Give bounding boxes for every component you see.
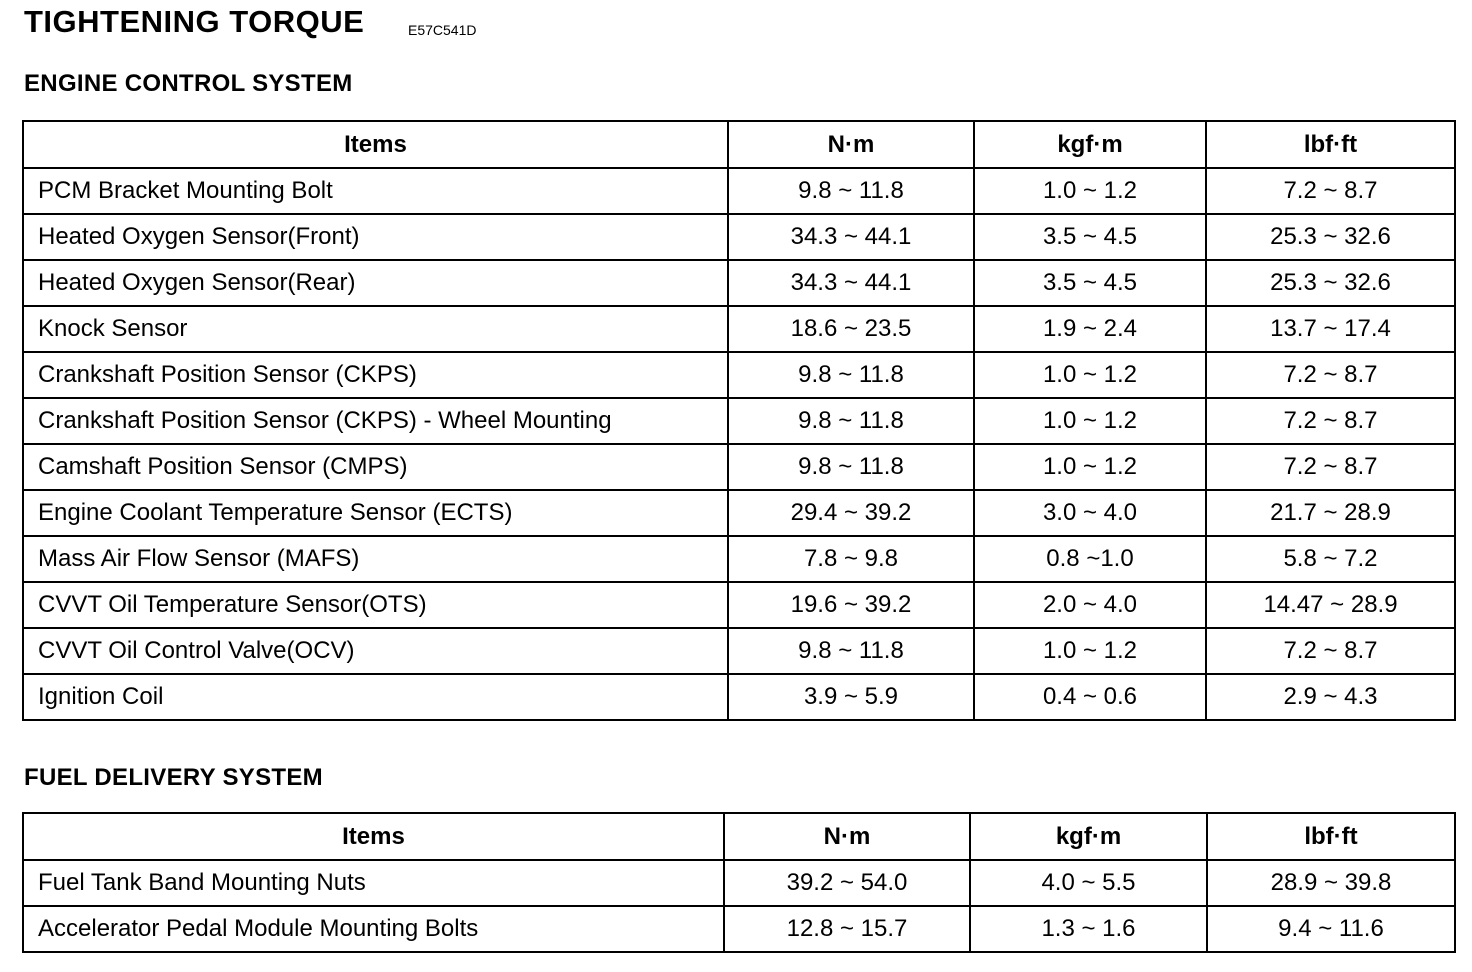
table-row bbox=[23, 260, 1455, 306]
fuel-delivery-torque-table bbox=[22, 812, 1456, 953]
table-row bbox=[23, 860, 1455, 906]
section-heading-fuel-delivery: FUEL DELIVERY SYSTEM bbox=[24, 764, 323, 791]
cell-kgf-meter: 1.0 ~ 1.2 bbox=[974, 352, 1206, 398]
cell-newton-meter: 9.8 ~ 11.8 bbox=[728, 168, 974, 214]
column-header-items: Items bbox=[23, 121, 728, 168]
cell-kgf-meter: 0.8 ~1.0 bbox=[974, 536, 1206, 582]
cell-item: Camshaft Position Sensor (CMPS) bbox=[23, 444, 728, 490]
column-header-kgf-meter: kgf·m bbox=[974, 121, 1206, 168]
cell-item: Knock Sensor bbox=[23, 306, 728, 352]
column-header-items: Items bbox=[23, 813, 724, 860]
cell-kgf-meter: 3.5 ~ 4.5 bbox=[974, 260, 1206, 306]
cell-item: CVVT Oil Temperature Sensor(OTS) bbox=[23, 582, 728, 628]
cell-newton-meter: 18.6 ~ 23.5 bbox=[728, 306, 974, 352]
cell-item: Fuel Tank Band Mounting Nuts bbox=[23, 860, 724, 906]
cell-newton-meter: 34.3 ~ 44.1 bbox=[728, 214, 974, 260]
cell-item: Accelerator Pedal Module Mounting Bolts bbox=[23, 906, 724, 952]
column-header-newton-meter: N·m bbox=[728, 121, 974, 168]
document-code: E57C541D bbox=[408, 22, 477, 38]
cell-lbf-feet: 9.4 ~ 11.6 bbox=[1207, 906, 1455, 952]
cell-item: Engine Coolant Temperature Sensor (ECTS) bbox=[23, 490, 728, 536]
table-row bbox=[23, 582, 1455, 628]
cell-item: Heated Oxygen Sensor(Rear) bbox=[23, 260, 728, 306]
cell-lbf-feet: 28.9 ~ 39.8 bbox=[1207, 860, 1455, 906]
cell-lbf-feet: 13.7 ~ 17.4 bbox=[1206, 306, 1455, 352]
cell-item: Heated Oxygen Sensor(Front) bbox=[23, 214, 728, 260]
table-header-row bbox=[23, 813, 1455, 860]
table-row bbox=[23, 168, 1455, 214]
table-row bbox=[23, 444, 1455, 490]
table-row bbox=[23, 398, 1455, 444]
cell-item: PCM Bracket Mounting Bolt bbox=[23, 168, 728, 214]
table-row bbox=[23, 306, 1455, 352]
cell-newton-meter: 9.8 ~ 11.8 bbox=[728, 352, 974, 398]
cell-lbf-feet: 21.7 ~ 28.9 bbox=[1206, 490, 1455, 536]
cell-lbf-feet: 5.8 ~ 7.2 bbox=[1206, 536, 1455, 582]
cell-lbf-feet: 14.47 ~ 28.9 bbox=[1206, 582, 1455, 628]
cell-kgf-meter: 3.0 ~ 4.0 bbox=[974, 490, 1206, 536]
table-header-row bbox=[23, 121, 1455, 168]
cell-lbf-feet: 7.2 ~ 8.7 bbox=[1206, 398, 1455, 444]
cell-newton-meter: 39.2 ~ 54.0 bbox=[724, 860, 970, 906]
cell-lbf-feet: 7.2 ~ 8.7 bbox=[1206, 352, 1455, 398]
table-row bbox=[23, 536, 1455, 582]
cell-lbf-feet: 7.2 ~ 8.7 bbox=[1206, 168, 1455, 214]
table-row bbox=[23, 352, 1455, 398]
table-row bbox=[23, 674, 1455, 720]
cell-kgf-meter: 1.9 ~ 2.4 bbox=[974, 306, 1206, 352]
cell-newton-meter: 19.6 ~ 39.2 bbox=[728, 582, 974, 628]
section-heading-engine-control: ENGINE CONTROL SYSTEM bbox=[24, 70, 353, 97]
cell-kgf-meter: 1.0 ~ 1.2 bbox=[974, 444, 1206, 490]
table-body bbox=[23, 860, 1455, 952]
table-row bbox=[23, 490, 1455, 536]
cell-newton-meter: 3.9 ~ 5.9 bbox=[728, 674, 974, 720]
cell-item: CVVT Oil Control Valve(OCV) bbox=[23, 628, 728, 674]
cell-item: Mass Air Flow Sensor (MAFS) bbox=[23, 536, 728, 582]
table-row bbox=[23, 214, 1455, 260]
table-row bbox=[23, 906, 1455, 952]
cell-newton-meter: 7.8 ~ 9.8 bbox=[728, 536, 974, 582]
cell-kgf-meter: 1.0 ~ 1.2 bbox=[974, 628, 1206, 674]
cell-kgf-meter: 1.3 ~ 1.6 bbox=[970, 906, 1207, 952]
page-title: TIGHTENING TORQUE bbox=[24, 4, 365, 39]
cell-lbf-feet: 25.3 ~ 32.6 bbox=[1206, 260, 1455, 306]
cell-kgf-meter: 3.5 ~ 4.5 bbox=[974, 214, 1206, 260]
cell-kgf-meter: 0.4 ~ 0.6 bbox=[974, 674, 1206, 720]
cell-lbf-feet: 7.2 ~ 8.7 bbox=[1206, 444, 1455, 490]
cell-newton-meter: 34.3 ~ 44.1 bbox=[728, 260, 974, 306]
column-header-kgf-meter: kgf·m bbox=[970, 813, 1207, 860]
cell-newton-meter: 12.8 ~ 15.7 bbox=[724, 906, 970, 952]
column-header-newton-meter: N·m bbox=[724, 813, 970, 860]
cell-newton-meter: 29.4 ~ 39.2 bbox=[728, 490, 974, 536]
cell-lbf-feet: 7.2 ~ 8.7 bbox=[1206, 628, 1455, 674]
cell-item: Ignition Coil bbox=[23, 674, 728, 720]
cell-lbf-feet: 25.3 ~ 32.6 bbox=[1206, 214, 1455, 260]
cell-kgf-meter: 1.0 ~ 1.2 bbox=[974, 398, 1206, 444]
cell-newton-meter: 9.8 ~ 11.8 bbox=[728, 398, 974, 444]
cell-kgf-meter: 4.0 ~ 5.5 bbox=[970, 860, 1207, 906]
column-header-lbf-feet: lbf·ft bbox=[1207, 813, 1455, 860]
cell-lbf-feet: 2.9 ~ 4.3 bbox=[1206, 674, 1455, 720]
cell-newton-meter: 9.8 ~ 11.8 bbox=[728, 628, 974, 674]
cell-kgf-meter: 1.0 ~ 1.2 bbox=[974, 168, 1206, 214]
cell-item: Crankshaft Position Sensor (CKPS) bbox=[23, 352, 728, 398]
cell-item: Crankshaft Position Sensor (CKPS) - Wheel Mounting bbox=[23, 398, 728, 444]
cell-newton-meter: 9.8 ~ 11.8 bbox=[728, 444, 974, 490]
table-row bbox=[23, 628, 1455, 674]
cell-kgf-meter: 2.0 ~ 4.0 bbox=[974, 582, 1206, 628]
column-header-lbf-feet: lbf·ft bbox=[1206, 121, 1455, 168]
engine-control-torque-table bbox=[22, 120, 1456, 721]
table-body bbox=[23, 168, 1455, 720]
